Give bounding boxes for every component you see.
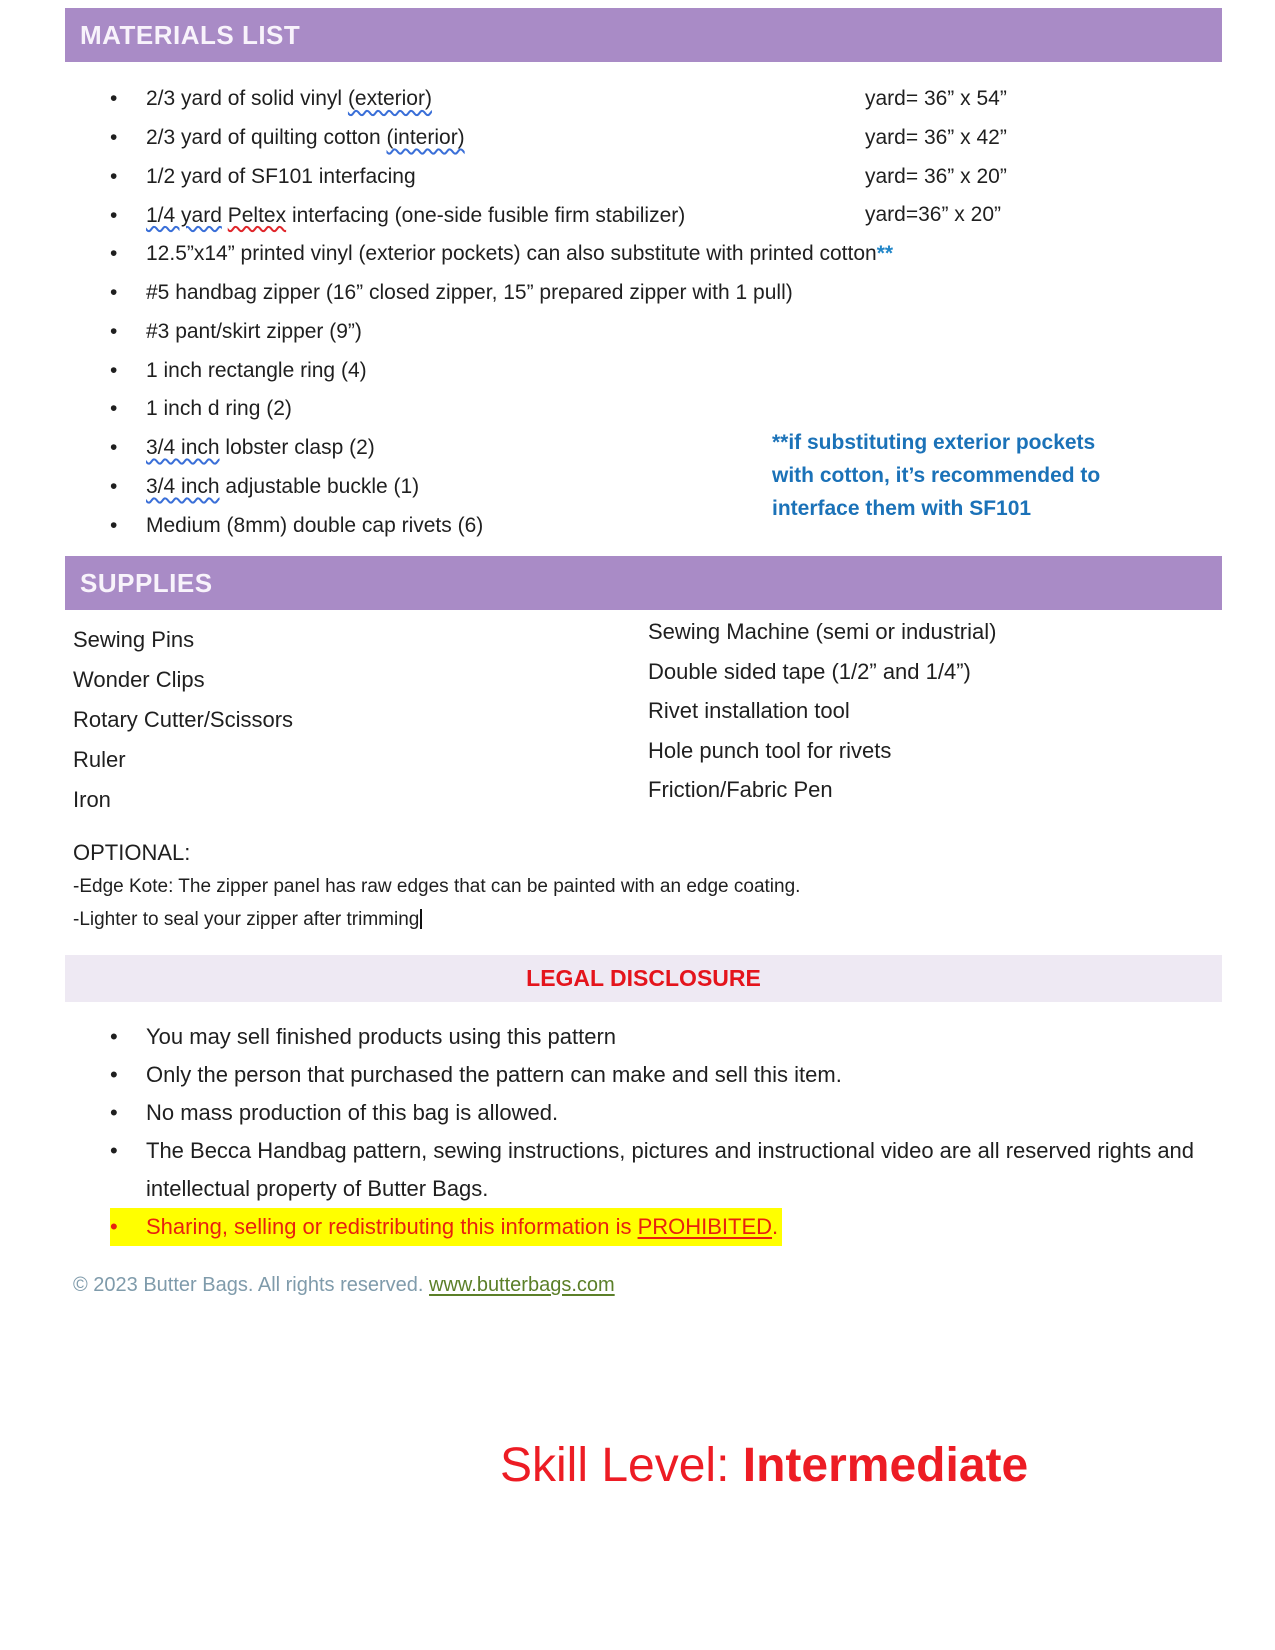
bullet-icon [110, 359, 146, 383]
material-text: 1/2 yard of SF101 interfacing [146, 164, 416, 188]
yard-conversion: yard= 36” x 42” [865, 125, 1007, 149]
material-item [65, 196, 1222, 235]
supplies-column-right [648, 612, 1222, 820]
prohibited-notice: Sharing, selling or redistributing this information is PROHIBITED. [146, 1208, 782, 1246]
material-item [65, 235, 1222, 274]
bullet-icon [110, 436, 146, 460]
footnote-asterisks: ** [876, 242, 894, 266]
yard-conversion: yard=36” x 20” [865, 203, 1001, 227]
legal-item: • Only the person that purchased the pattern can make and sell this item. [65, 1056, 1222, 1094]
material-text: 12.5”x14” printed vinyl (exterior pockets) can also substitute with printed cotton** [146, 242, 894, 266]
supply-item: Sewing Machine (semi or industrial) [648, 619, 997, 644]
material-text: #5 handbag zipper (16” closed zipper, 15” prepared zipper with 1 pull) [146, 281, 793, 305]
optional-section [65, 836, 1222, 936]
supply-item: Rotary Cutter/Scissors [73, 707, 294, 732]
bullet-icon [110, 1018, 146, 1056]
legal-item: • The Becca Handbag pattern, sewing instructions, pictures and instructional video are all reserved rights and intellectual property of Butter Bags. [65, 1132, 1222, 1208]
copyright-line: © 2023 Butter Bags. All rights reserved. www.butterbags.com [73, 1274, 615, 1296]
bullet-icon [110, 475, 146, 499]
optional-heading: OPTIONAL: [73, 840, 191, 865]
bullet-icon [110, 320, 146, 344]
text-cursor [420, 909, 422, 929]
legal-disclosure-header: LEGAL DISCLOSURE [65, 955, 1222, 1002]
bullet-icon [110, 165, 146, 189]
material-text: 2/3 yard of solid vinyl (exterior) [146, 87, 432, 111]
supply-item: Ruler [73, 747, 126, 772]
supply-item: Iron [73, 787, 111, 812]
material-text: 2/3 yard of quilting cotton (interior) [146, 126, 465, 150]
supply-item: Sewing Pins [73, 627, 195, 652]
legal-item-highlighted [65, 1208, 1222, 1246]
material-text: Medium (8mm) double cap rivets (6) [146, 513, 484, 537]
skill-level: Skill Level: Intermediate [500, 1439, 1029, 1492]
bullet-icon [110, 281, 146, 305]
optional-line: -Edge Kote: The zipper panel has raw edges that can be painted with an edge coating. [73, 876, 801, 897]
material-item [65, 390, 1222, 429]
bullet-icon [110, 397, 146, 421]
material-text: 1 inch rectangle ring (4) [146, 358, 367, 382]
supplies-column-left [73, 620, 648, 820]
bullet-icon [110, 514, 146, 538]
material-text: 1/4 yard Peltex interfacing (one-side fusible firm stabilizer) [146, 203, 686, 227]
material-text: #3 pant/skirt zipper (9”) [146, 319, 362, 343]
supplies-header: SUPPLIES [65, 556, 1222, 610]
supplies-columns [65, 620, 1222, 820]
material-item [65, 313, 1222, 352]
bullet-icon [110, 87, 146, 111]
supply-item: Hole punch tool for rivets [648, 737, 892, 763]
website-link[interactable]: www.butterbags.com [429, 1274, 615, 1296]
material-text: 1 inch d ring (2) [146, 397, 292, 421]
material-text: 3/4 inch lobster clasp (2) [146, 436, 375, 460]
legal-item: • You may sell finished products using this pattern [65, 1018, 1222, 1056]
optional-line: -Lighter to seal your zipper after trimming [73, 903, 1222, 936]
material-item [65, 80, 1222, 119]
supply-item: Wonder Clips [73, 667, 205, 692]
bullet-icon [110, 126, 146, 150]
yard-conversion: yard= 36” x 54” [865, 87, 1007, 110]
yard-conversion: yard= 36” x 20” [865, 164, 1007, 188]
prohibited-word: PROHIBITED [637, 1214, 773, 1239]
supply-item: Friction/Fabric Pen [648, 777, 833, 802]
legal-list [65, 1018, 1222, 1246]
bullet-icon [110, 1132, 146, 1170]
bullet-icon [110, 204, 146, 228]
bullet-icon [110, 1208, 146, 1246]
legal-item: • No mass production of this bag is allowed. [65, 1094, 1222, 1132]
material-item [65, 351, 1222, 390]
material-text: 3/4 inch adjustable buckle (1) [146, 474, 420, 498]
substitution-note: **if substituting exterior pockets with cotton, it’s recommended to interface them with SF101 [772, 431, 1101, 520]
bullet-icon [110, 1094, 146, 1132]
bullet-icon [110, 242, 146, 266]
supply-item: Double sided tape (1/2” and 1/4”) [648, 658, 971, 684]
materials-list-header: MATERIALS LIST [65, 8, 1222, 62]
supply-item: Rivet installation tool [648, 698, 850, 723]
skill-level-value: Intermediate [742, 1439, 1029, 1492]
material-item [65, 274, 1222, 313]
bullet-icon [110, 1056, 146, 1094]
material-item [65, 158, 1222, 197]
material-item [65, 119, 1222, 158]
